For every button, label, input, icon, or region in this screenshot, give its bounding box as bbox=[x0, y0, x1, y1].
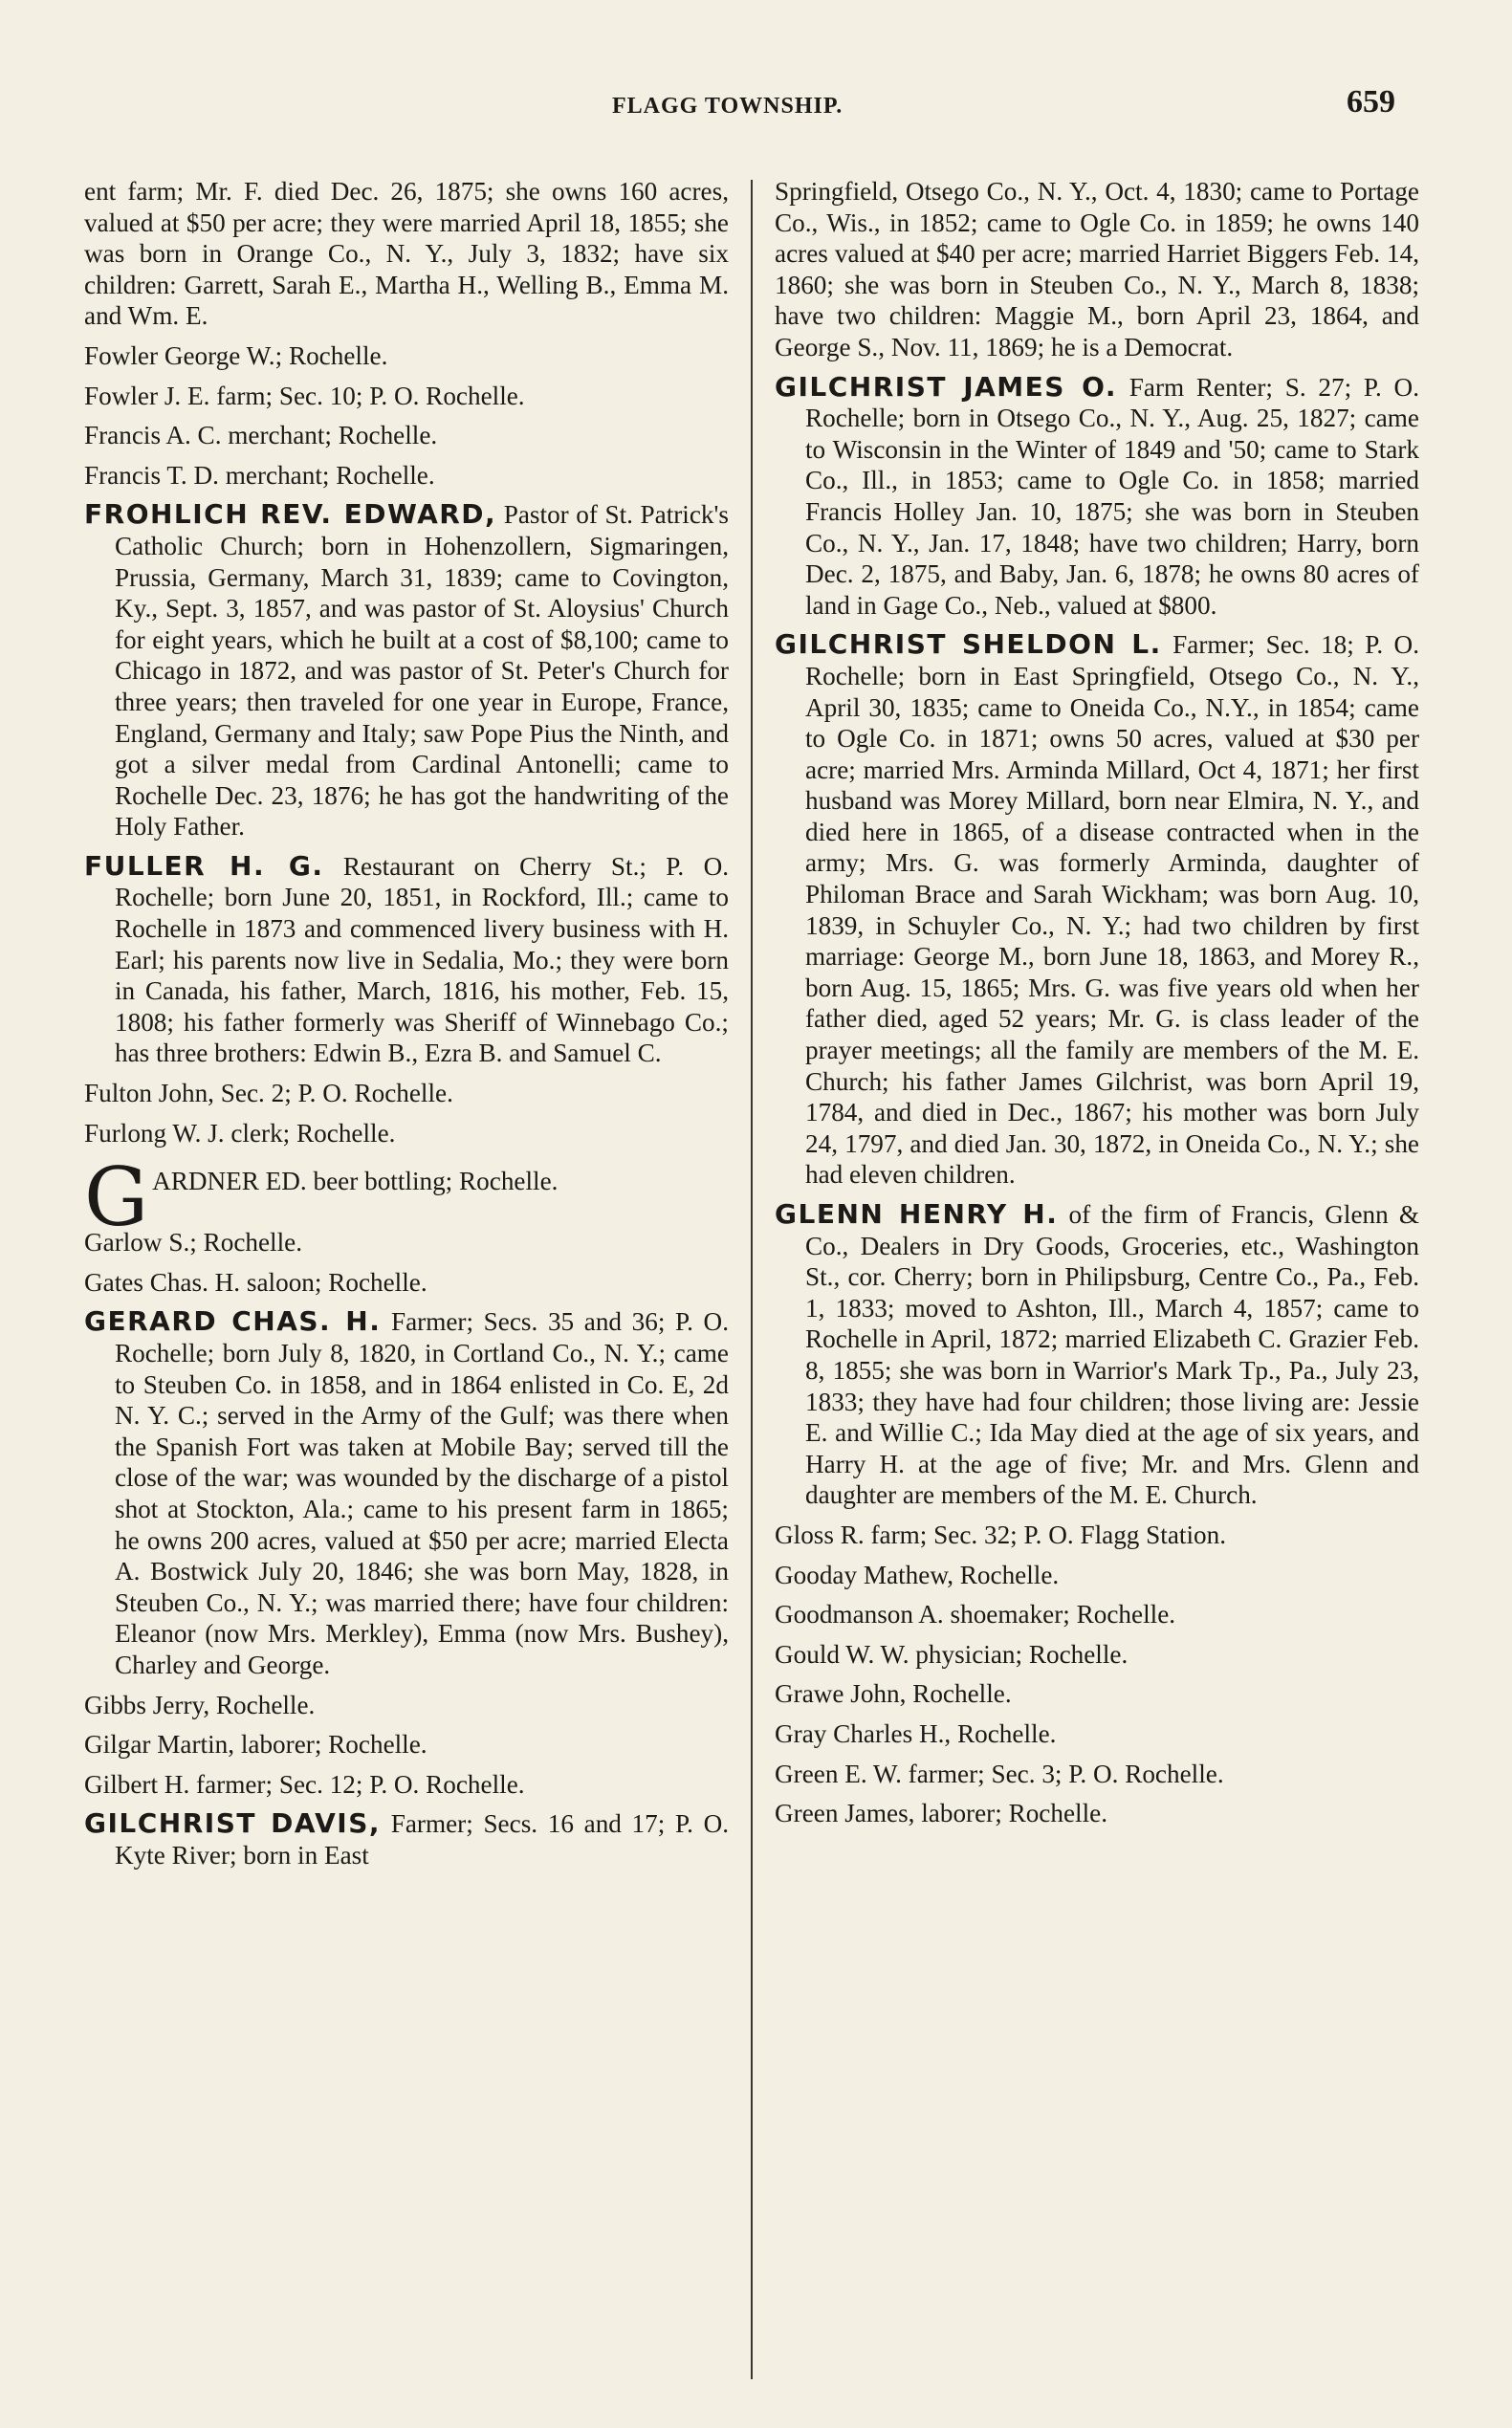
entry-name: GLENN HENRY H. bbox=[775, 1198, 1059, 1230]
entry-text: Pastor of St. Patrick's Catholic Church; born in Hohenzollern, Sigmaringen, Prussia, Germany, March 31, 1839; came to Covington, Ky., Sept. 3, 1857, and was pastor of St. Aloysius' Church for eight years, which he built at a cost of $8,100; came to Chicago in 1872, and was pastor of St. Peter's Church for three years; then traveled for one year in Europe, France, England, Germany and Italy; saw Pope Pius the Ninth, and got a silver medal from Cardinal Antonelli; came to Rochelle Dec. 23, 1876; he has got the handwriting of the Holy Father. bbox=[115, 500, 730, 842]
entry-gerard bbox=[84, 1306, 729, 1680]
entry-gilchrist-james bbox=[775, 372, 1419, 622]
entry-text: of the firm of Francis, Glenn & Co., Dealers in Dry Goods, Groceries, etc., Washington St., cor. Cherry; born in Philipsburg, Centre Co., Pa., Feb. 1, 1833; moved to Ashton, Ill., March 4, 1857; came to Rochelle in April, 1872; married Elizabeth C. Grazier Feb. 8, 1855; she was born in Warrior's Mark Tp., Pa., July 23, 1833; they have had four children; those living are: Jessie E. and Willie C.; Ida May died at the age of six years, and Harry H. at the age of five; Mr. and Mrs. Glenn and daughter are members of the M. E. Church. bbox=[805, 1200, 1419, 1510]
entry-fowler-je: Fowler J. E. farm; Sec. 10; P. O. Rochelle. bbox=[84, 381, 525, 410]
running-head: FLAGG TOWNSHIP. bbox=[612, 94, 844, 119]
entry-continuation: Springfield, Otsego Co., N. Y., Oct. 4, 1830; came to Portage Co., Wis., in 1852; came to Ogle Co. in 1859; he owns 140 acres valued at $40 per acre; married Harriet Biggers Feb. 14, 1860; she was born in Steuben Co., N. Y., March 8, 1838; have two children: Maggie M., born April 23, 1864, and George S., Nov. 11, 1869; he is a Democrat. bbox=[775, 177, 1419, 361]
entry-garlow: Garlow S.; Rochelle. bbox=[84, 1228, 303, 1258]
entry-frohlich bbox=[84, 499, 729, 842]
entry-text: Farmer; Sec. 18; P. O. Rochelle; born in East Springfield, Otsego Co., N. Y., April 30, 1835; came to Oneida Co., N.Y., in 1854; came to Ogle Co. in 1871; owns 50 acres, valued at $30 per acre; married Mrs. Arminda Millard, Oct 4, 1871; her first husband was Morey Millard, born near Elmira, N. Y., and died here in 1865, of a disease contracted when in the army; Mrs. G. was formerly Arminda, daughter of Philoman Brace and Sarah Wickham; was born Aug. 10, 1839, in Schuyler Co., N. Y.; had two children by first marriage: George M., born June 18, 1863, and Morey R., born Aug. 15, 1865; Mrs. G. was five years old when her father died, aged 52 years; Mr. G. is class leader of the prayer meetings; all the family are members of the M. E. Church; his father James Gilchrist, was born April 19, 1784, and died in Dec., 1867; his mother was born July 24, 1797, and died Jan. 30, 1872, in Oneida Co., N. Y.; she had eleven children. bbox=[805, 630, 1419, 1190]
entry-gooday: Gooday Mathew, Rochelle. bbox=[775, 1560, 1060, 1589]
entry-fulton: Fulton John, Sec. 2; P. O. Rochelle. bbox=[84, 1079, 453, 1108]
entry-francis-td: Francis T. D. merchant; Rochelle. bbox=[84, 460, 435, 490]
entry-goodmanson: Goodmanson A. shoemaker; Rochelle. bbox=[775, 1600, 1176, 1630]
entry-gibbs: Gibbs Jerry, Rochelle. bbox=[84, 1690, 316, 1719]
entry-gilchrist-sheldon bbox=[775, 629, 1419, 1191]
entry-gilbert: Gilbert H. farmer; Sec. 12; P. O. Rochelle. bbox=[84, 1769, 525, 1799]
entry-text: Farmer; Secs. 16 and 17; P. O. Kyte River; born in East bbox=[115, 1809, 729, 1870]
entry-glenn bbox=[775, 1199, 1419, 1511]
entry-gray: Gray Charles H., Rochelle. bbox=[775, 1718, 1057, 1748]
entry-continuation: ent farm; Mr. F. died Dec. 26, 1875; she owns 160 acres, valued at $50 per acre; they were married April 18, 1855; she was born in Orange Co., N. Y., July 3, 1832; have six children: Garrett, Sarah E., Martha H., Welling B., Emma M. and Wm. E. bbox=[84, 177, 729, 331]
entry-name: FROHLICH REV. EDWARD, bbox=[84, 498, 497, 531]
entry-fowler-george: Fowler George W.; Rochelle. bbox=[84, 340, 388, 370]
entry-grawe: Grawe John, Rochelle. bbox=[775, 1679, 1012, 1709]
entry-name: FULLER H. G. bbox=[84, 849, 324, 882]
entry-gloss: Gloss R. farm; Sec. 32; P. O. Flagg Station. bbox=[775, 1520, 1227, 1549]
page-number: 659 bbox=[1347, 84, 1395, 120]
entry-name: GILCHRIST DAVIS, bbox=[84, 1807, 382, 1840]
entry-text: ARDNER ED. beer bottling; Rochelle. bbox=[152, 1167, 559, 1196]
column-divider bbox=[751, 180, 753, 2379]
entry-francis-ac: Francis A. C. merchant; Rochelle. bbox=[84, 421, 438, 450]
entry-name: GILCHRIST JAMES O. bbox=[775, 370, 1117, 403]
entry-fuller bbox=[84, 851, 729, 1069]
drop-cap: G bbox=[84, 1150, 149, 1245]
left-column bbox=[84, 176, 729, 1880]
entry-green-ew: Green E. W. farmer; Sec. 3; P. O. Rochelle. bbox=[775, 1759, 1224, 1788]
entry-gilchrist-davis bbox=[84, 1808, 729, 1870]
right-column bbox=[775, 176, 1419, 1838]
entry-gould: Gould W. W. physician; Rochelle. bbox=[775, 1639, 1129, 1669]
entry-name: GERARD CHAS. H. bbox=[84, 1305, 382, 1338]
entry-text: Farm Renter; S. 27; P. O. Rochelle; born in Otsego Co., N. Y., Aug. 25, 1827; came to Wisconsin in the Winter of 1849 and '50; came to Stark Co., Ill., in 1853; came to Ogle Co. in 1858; married Francis Holley Jan. 10, 1875; she was born in Steuben Co., N. Y., Jan. 17, 1848; have two children; Harry, born Dec. 2, 1875, and Baby, Jan. 6, 1878; he owns 80 acres of land in Gage Co., Neb., valued at $800. bbox=[805, 372, 1419, 620]
entry-furlong: Furlong W. J. clerk; Rochelle. bbox=[84, 1118, 396, 1148]
entry-gilgar: Gilgar Martin, laborer; Rochelle. bbox=[84, 1730, 427, 1760]
entry-name: GILCHRIST SHELDON L. bbox=[775, 628, 1162, 661]
entry-text: Farmer; Secs. 35 and 36; P. O. Rochelle; born July 8, 1820, in Cortland Co., N. Y.; came to Steuben Co. in 1858, and in 1864 enlisted in Co. E, 2d N. Y. C.; served in the Army of the Gulf; was there when the Spanish Fort was taken at Mobile Bay; served till the close of the war; was wounded by the discharge of a pistol shot at Stockton, Ala.; came to his present farm in 1865; he owns 200 acres, valued at $50 per acre; married Electa A. Bostwick July 20, 1846; she was born May, 1828, in Steuben Co., N. Y.; was married there; have four children: Eleanor (now Mrs. Merkley), Emma (now Mrs. Bushey), Charley and George. bbox=[115, 1307, 729, 1679]
entry-gates: Gates Chas. H. saloon; Rochelle. bbox=[84, 1267, 427, 1297]
entry-green-james: Green James, laborer; Rochelle. bbox=[775, 1799, 1108, 1828]
entry-text: Restaurant on Cherry St.; P. O. Rochelle; born June 20, 1851, in Rockford, Ill.; came to Rochelle in 1873 and commenced livery business with H. Earl; his parents now live in Sedalia, Mo.; they were born in Canada, his father, March, 1816, his mother, Feb. 15, 1808; his father formerly was Sheriff of Winnebago Co.; has three brothers: Edwin B., Ezra B. and Samuel C. bbox=[115, 851, 729, 1068]
